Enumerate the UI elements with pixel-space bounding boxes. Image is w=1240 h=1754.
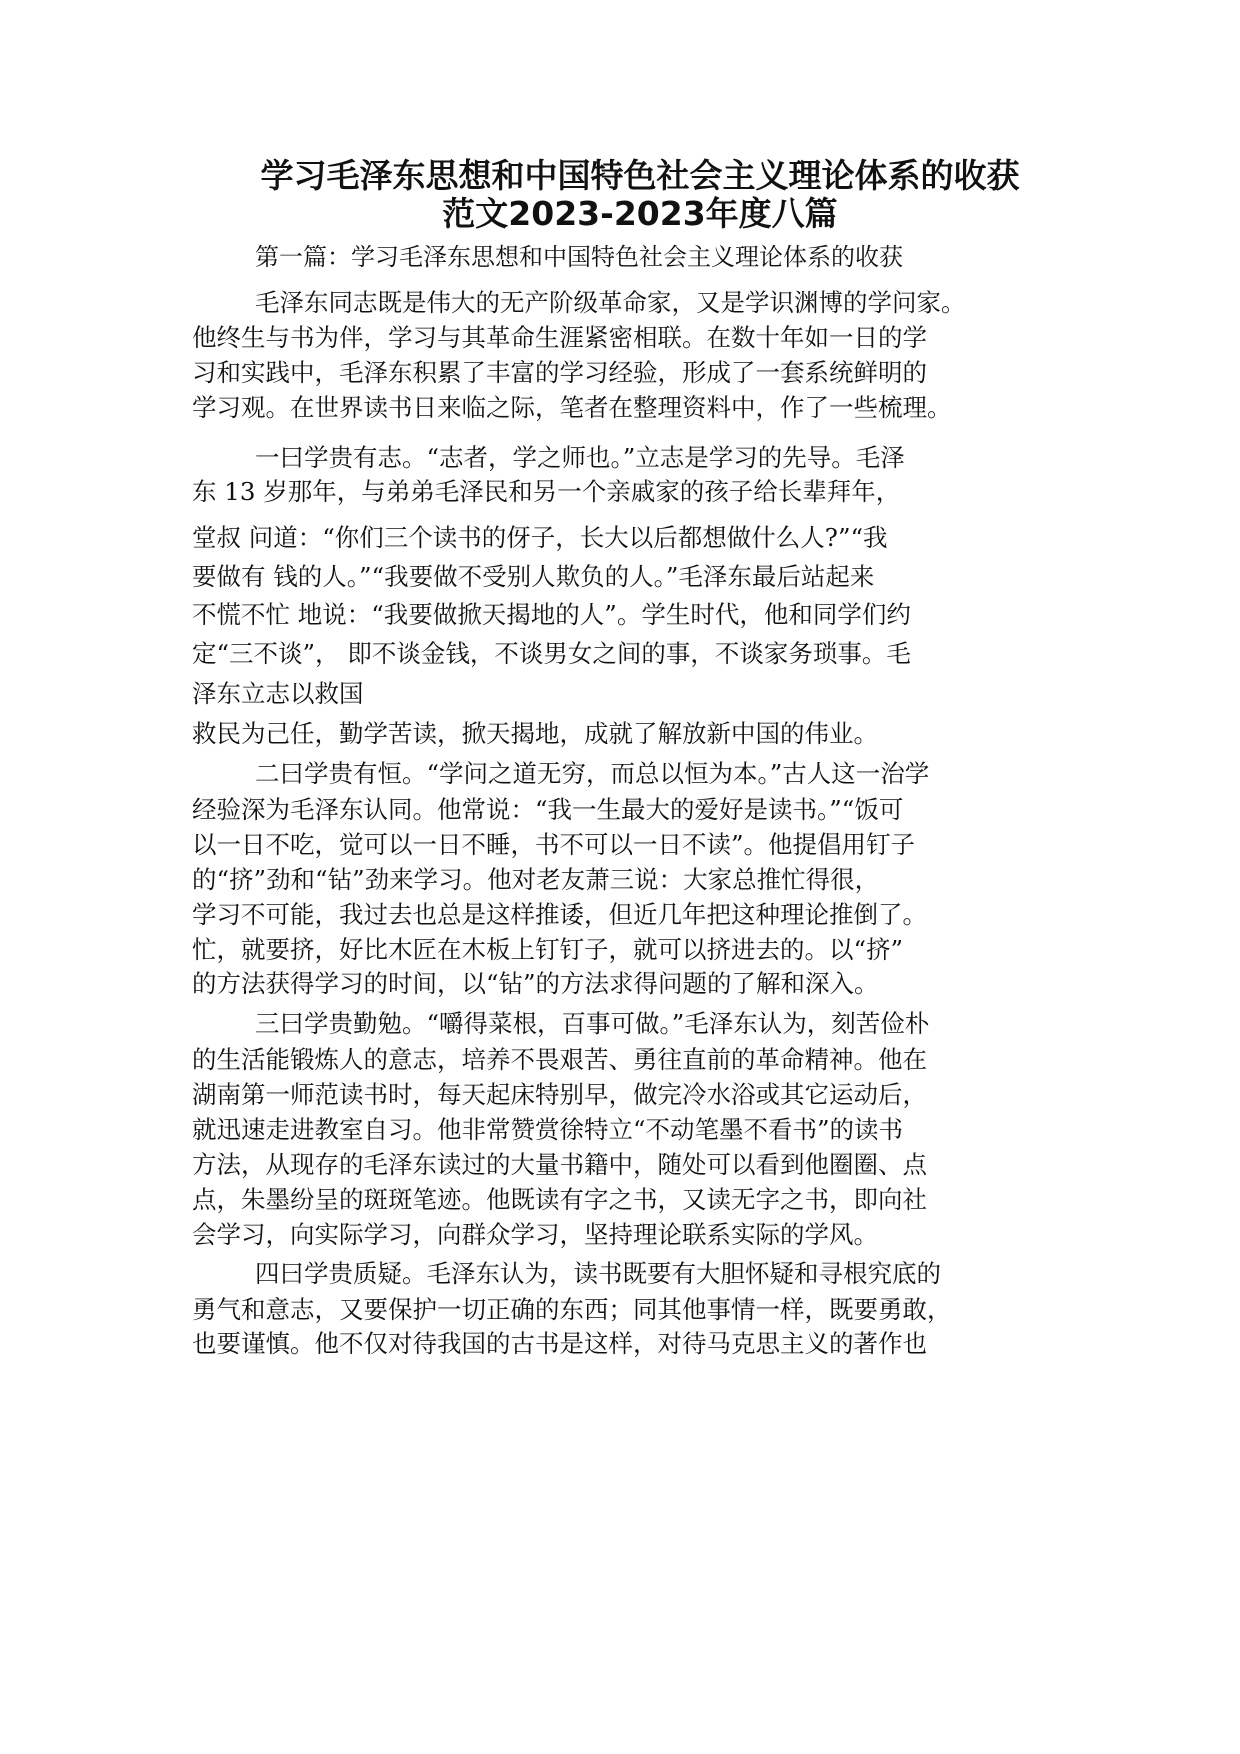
body-line: 学习观。在世界读书日来临之际，笔者在整理资料中，作了一些梳理。 bbox=[192, 393, 952, 422]
body-line: 就迅速走进教室自习。他非常赞赏徐特立“不动笔墨不看书”的读书 bbox=[192, 1115, 904, 1144]
body-line: 勇气和意志，又要保护一切正确的东西；同其他事情一样，既要勇敢， bbox=[192, 1295, 952, 1324]
body-line: 的方法获得学习的时间，以“钻”的方法求得问题的了解和深入。 bbox=[192, 969, 879, 998]
body-line: 点，朱墨纷呈的斑斑笔迹。他既读有字之书，又读无字之书，即向社 bbox=[192, 1185, 927, 1214]
body-line: 湖南第一师范读书时，每天起床特别早，做完冷水浴或其它运动后， bbox=[192, 1080, 927, 1109]
body-line: 毛泽东同志既是伟大的无产阶级革命家，又是学识渊博的学问家。 bbox=[255, 288, 966, 317]
body-line: 救民为己任，勤学苦读，掀天揭地，成就了解放新中国的伟业。 bbox=[192, 719, 878, 748]
body-line: 忙，就要挤，好比木匠在木板上钉钉子，就可以挤进去的。以“挤” bbox=[192, 935, 904, 964]
body-line: 方法，从现存的毛泽东读过的大量书籍中，随处可以看到他圈圈、点 bbox=[192, 1150, 927, 1179]
body-line: 一曰学贵有志。“志者，学之师也。”立志是学习的先导。毛泽 bbox=[255, 443, 905, 472]
body-line: 定“三不谈”， 即不谈金钱，不谈男女之间的事，不谈家务琐事。毛 bbox=[192, 639, 911, 668]
document-title-line-2: 范文2023-2023年度八篇 bbox=[442, 194, 838, 233]
body-line: 堂叔 问道：“你们三个读书的伢子，长大以后都想做什么人?”“我 bbox=[192, 523, 888, 552]
body-line: 经验深为毛泽东认同。他常说：“我一生最大的爱好是读书。”“饭可 bbox=[192, 795, 904, 824]
body-line: 要做有 钱的人。”“我要做不受别人欺负的人。”毛泽东最后站起来 bbox=[192, 562, 875, 591]
body-line: 以一日不吃，觉可以一日不睡，书不可以一日不读”。他提倡用钉子 bbox=[192, 830, 916, 859]
body-line: 习和实践中，毛泽东积累了丰富的学习经验，形成了一套系统鲜明的 bbox=[192, 358, 927, 387]
body-line: 泽东立志以救国 bbox=[192, 679, 364, 708]
body-line: 三曰学贵勤勉。“嚼得菜根，百事可做。”毛泽东认为，刻苦俭朴 bbox=[255, 1009, 930, 1038]
section-heading: 第一篇：学习毛泽东思想和中国特色社会主义理论体系的收获 bbox=[255, 243, 903, 271]
body-line: 二曰学贵有恒。“学问之道无穷，而总以恒为本。”古人这一治学 bbox=[255, 759, 930, 788]
body-line: 会学习，向实际学习，向群众学习，坚持理论联系实际的学风。 bbox=[192, 1220, 878, 1249]
body-line: 的生活能锻炼人的意志，培养不畏艰苦、勇往直前的革命精神。他在 bbox=[192, 1045, 927, 1074]
body-line: 也要谨慎。他不仅对待我国的古书是这样，对待马克思主义的著作也 bbox=[192, 1329, 927, 1358]
body-line: 的“挤”劲和“钻”劲来学习。他对老友萧三说：大家总推忙得很， bbox=[192, 865, 880, 894]
body-line: 不慌不忙 地说：“我要做掀天揭地的人”。学生时代，他和同学们约 bbox=[192, 600, 911, 629]
body-line: 四曰学贵质疑。毛泽东认为，读书既要有大胆怀疑和寻根究底的 bbox=[255, 1259, 941, 1288]
body-line: 他终生与书为伴，学习与其革命生涯紧密相联。在数十年如一日的学 bbox=[192, 323, 927, 352]
document-title-line-1: 学习毛泽东思想和中国特色社会主义理论体系的收获 bbox=[260, 156, 1020, 195]
body-line: 学习不可能，我过去也总是这样推诿，但近几年把这种理论推倒了。 bbox=[192, 900, 927, 929]
body-line: 东 13 岁那年，与弟弟毛泽民和另一个亲戚家的孩子给长辈拜年， bbox=[192, 477, 901, 506]
